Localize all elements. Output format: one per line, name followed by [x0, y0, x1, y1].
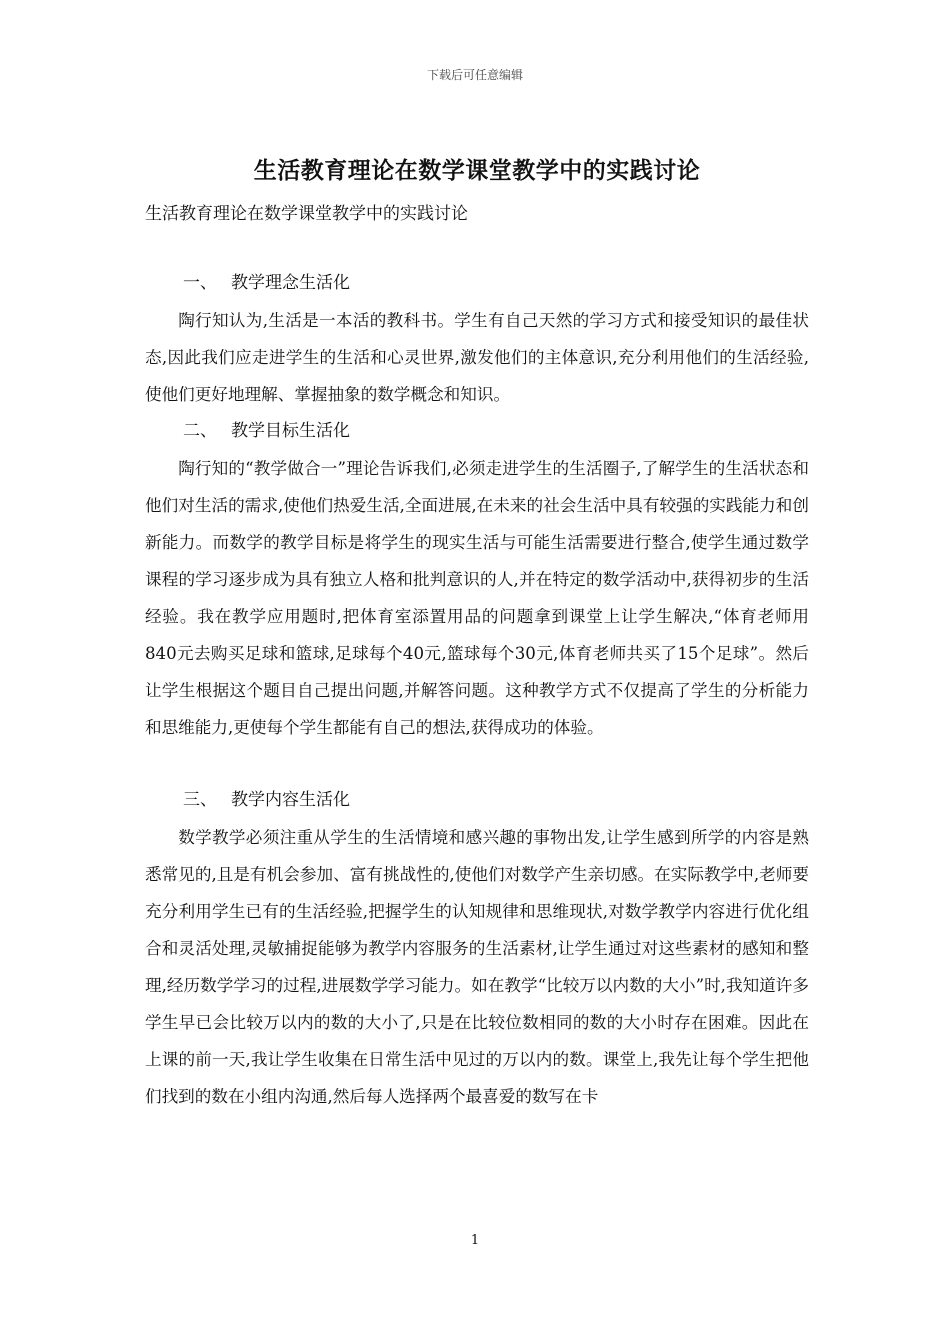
section-heading-text: 教学理念生活化: [231, 273, 350, 293]
document-title: 生活教育理论在数学课堂教学中的实践讨论: [253, 158, 701, 184]
section-paragraph-1: 陶行知认为,生活是一本活的教科书。学生有自己天然的学习方式和接受知识的最佳状态,因此我们应走进学生的生活和心灵世界,激发他们的主体意识,充分利用他们的生活经验,使他们更好地理解、掌握抽象的数学概念和知识。: [145, 311, 809, 404]
section-heading-1: [145, 265, 809, 302]
page-number: 1: [470, 1233, 480, 1248]
page-header-note: 下载后可任意编辑: [426, 68, 523, 82]
section-heading-2: [145, 413, 809, 450]
section-heading-text: 教学目标生活化: [231, 421, 350, 441]
section-number: 一、: [183, 273, 217, 293]
section-heading-text: 教学内容生活化: [231, 790, 350, 810]
section-paragraph-2: 陶行知的“教学做合一”理论告诉我们,必须走进学生的生活圈子,了解学生的生活状态和他们对生活的需求,使他们热爱生活,全面进展,在未来的社会生活中具有较强的实践能力和创新能力。而数学的教学目标是将学生的现实生活与可能生活需要进行整合,使学生通过数学课程的学习逐步成为具有独立人格和批判意识的人,并在特定的数学活动中,获得初步的生活经验。我在教学应用题时,把体育室添置用品的问题拿到课堂上让学生解决,“体育老师用840元去购买足球和篮球,足球每个40元,篮球每个30元,体育老师共买了15个足球”。然后让学生根据这个题目自己提出问题,并解答问题。这种教学方式不仅提高了学生的分析能力和思维能力,更使每个学生都能有自己的想法,获得成功的体验。: [145, 459, 809, 737]
document-subtitle: 生活教育理论在数学课堂教学中的实践讨论: [145, 204, 468, 224]
section-paragraph-3: 数学教学必须注重从学生的生活情境和感兴趣的事物出发,让学生感到所学的内容是熟悉常见的,且是有机会参加、富有挑战性的,使他们对数学产生亲切感。在实际教学中,老师要充分利用学生已有的生活经验,把握学生的认知规律和思维现状,对数学教学内容进行优化组合和灵活处理,灵敏捕捉能够为教学内容服务的生活素材,让学生通过对这些素材的感知和整理,经历数学学习的过程,进展数学学习能力。如在教学“比较万以内数的大小”时,我知道许多学生早已会比较万以内的数的大小了,只是在比较位数相同的数的大小时存在困难。因此在上课的前一天,我让学生收集在日常生活中见过的万以内的数。课堂上,我先让每个学生把他们找到的数在小组内沟通,然后每人选择两个最喜爱的数写在卡: [145, 828, 809, 1106]
section-number: 三、: [183, 790, 217, 810]
document-body: [145, 153, 809, 1115]
section-heading-3: [145, 782, 809, 819]
section-number: 二、: [183, 421, 217, 441]
